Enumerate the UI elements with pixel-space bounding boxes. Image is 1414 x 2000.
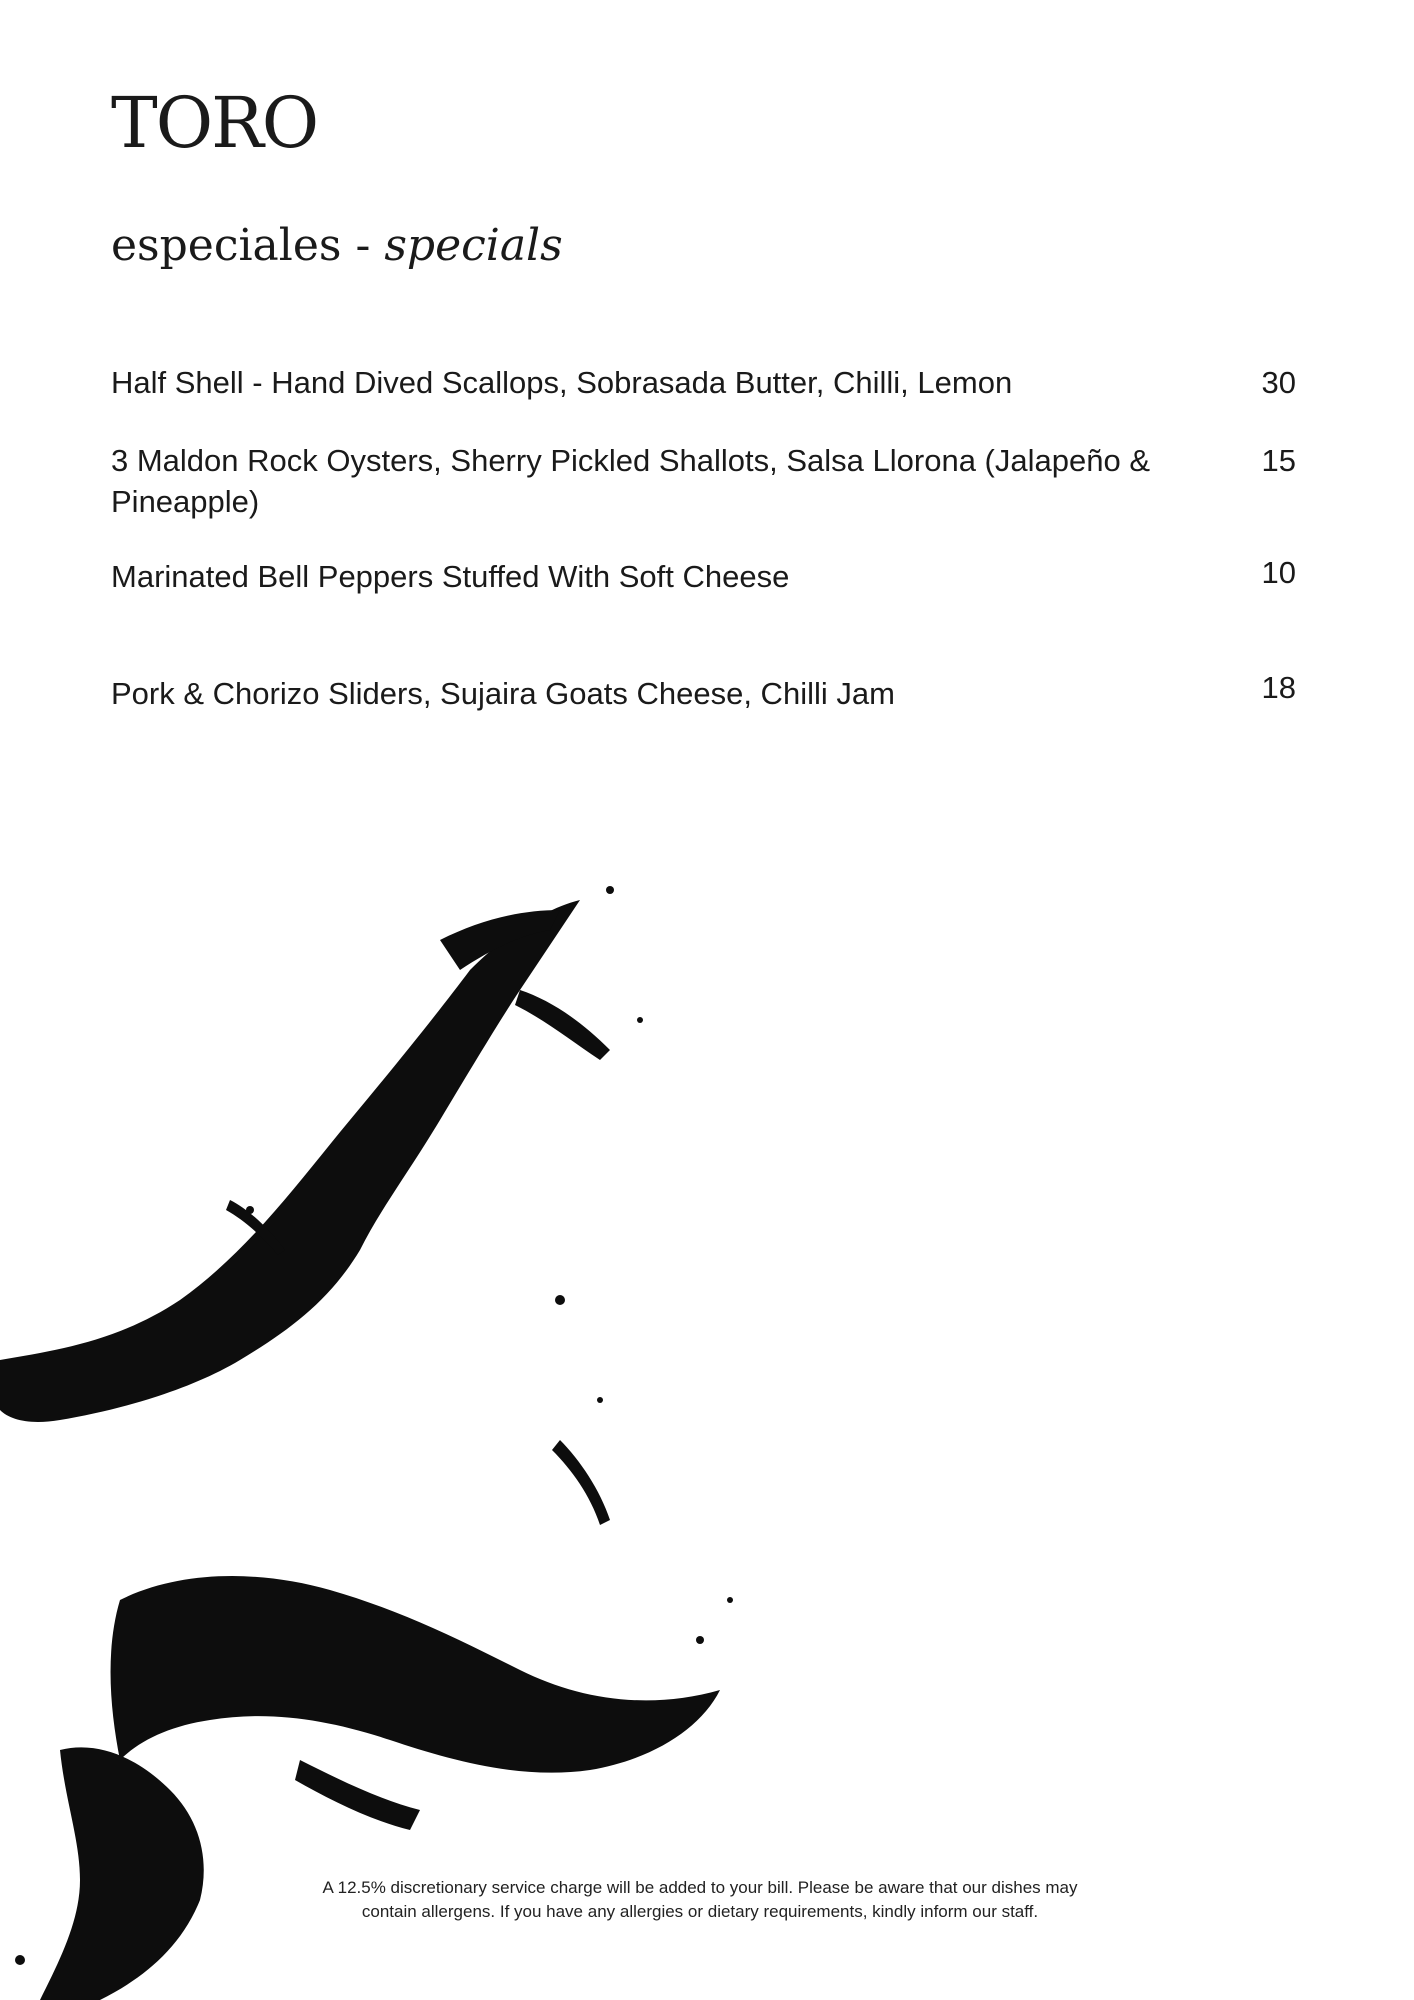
section-title-english: specials	[384, 220, 563, 271]
footer-line-2: contain allergens. If you have any allergies or dietary requirements, kindly inform our staff.	[361, 1902, 1039, 1921]
menu-item-name: Half Shell - Hand Dived Scallops, Sobrasada Butter, Chilli, Lemon	[111, 365, 1013, 400]
menu-item-name: 3 Maldon Rock Oysters, Sherry Pickled Shallots, Salsa Llorona (Jalapeño & Pineapple)	[111, 443, 1150, 519]
menu-item-price: 18	[1261, 670, 1296, 705]
footer-disclaimer	[300, 1876, 1100, 1924]
ink-brush-stroke-icon	[0, 880, 760, 2000]
menu-item-price: 10	[1261, 555, 1296, 590]
section-title-spanish: especiales -	[111, 220, 371, 271]
footer-line-1: A 12.5% discretionary service charge will be added to your bill. Please be aware that our dishes may	[322, 1878, 1078, 1897]
brand-logo-text: TORO	[111, 82, 318, 164]
menu-item-price: 15	[1261, 443, 1296, 478]
section-title	[111, 222, 563, 270]
menu-item-name: Pork & Chorizo Sliders, Sujaira Goats Cheese, Chilli Jam	[111, 676, 895, 711]
menu-item-name: Marinated Bell Peppers Stuffed With Soft Cheese	[111, 559, 790, 594]
menu-item-price: 30	[1261, 365, 1296, 400]
